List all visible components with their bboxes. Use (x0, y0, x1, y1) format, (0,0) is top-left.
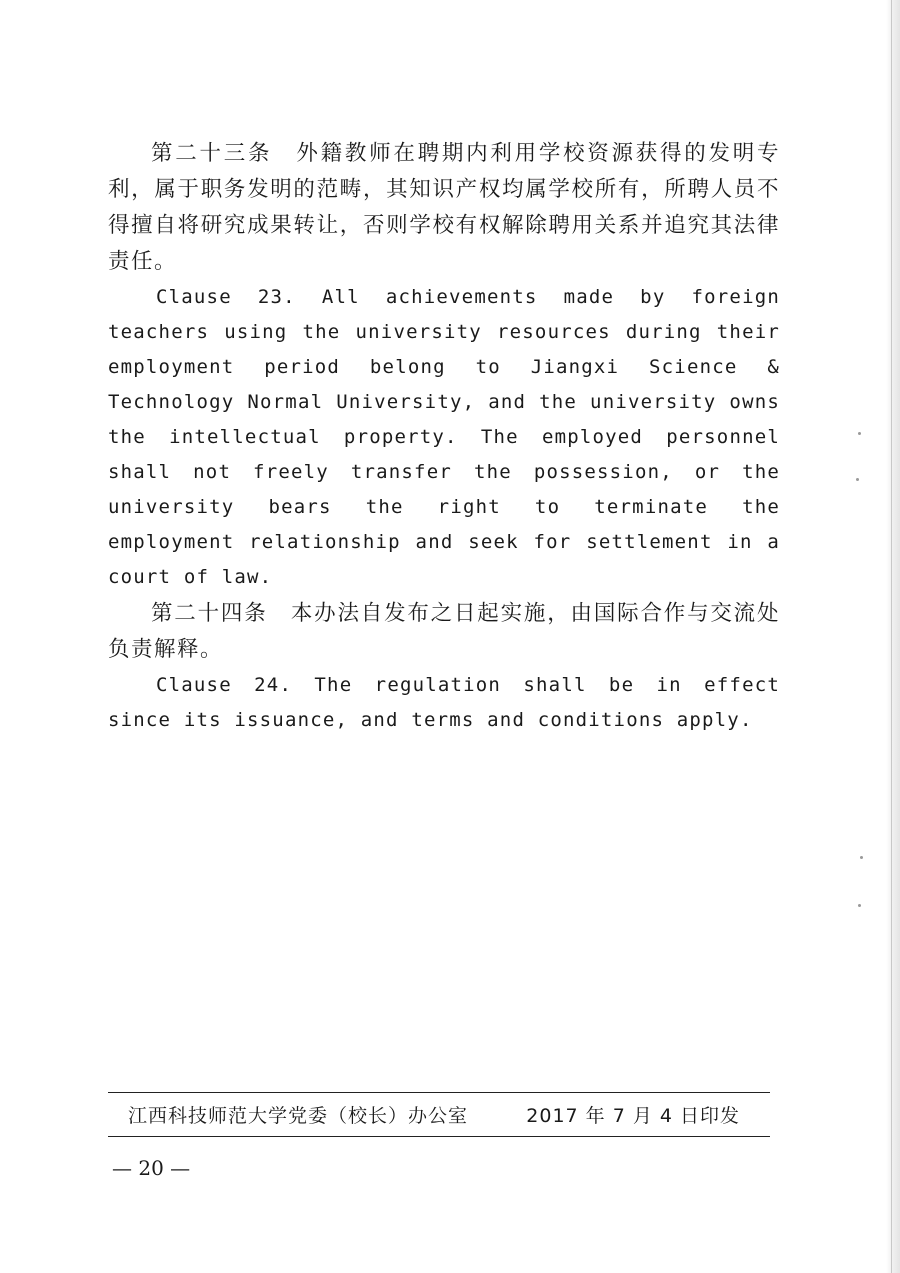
clause-23-english: Clause 23. All achievements made by foreign teachers using the university resources during their employment period belong to Jiangxi Science & Technology Normal University, and the university owns the intellectual property. The employed personnel shall not freely transfer the possession, or the university bears the right to terminate the employment relationship and seek for settlement in a court of law. (108, 286, 780, 588)
scan-speck (860, 856, 863, 859)
footer-top-rule (108, 1092, 770, 1093)
footer-bottom-rule (108, 1136, 770, 1137)
clause-24-chinese: 第二十四条 本办法自发布之日起实施，由国际合作与交流处负责解释。 (108, 601, 780, 662)
clause-23-chinese: 第二十三条 外籍教师在聘期内利用学校资源获得的发明专利，属于职务发明的范畴，其知识产权均属学校所有，所聘人员不得擅自将研究成果转让，否则学校有权解除聘用关系并追究其法律责任。 (108, 141, 780, 274)
scan-speck (858, 432, 861, 435)
page-number: — 20 — (112, 1156, 191, 1180)
document-body (108, 136, 780, 739)
clause-24-english: Clause 24. The regulation shall be in effect since its issuance, and terms and conditions apply. (108, 674, 780, 731)
scan-speck (856, 478, 859, 481)
issuing-office: 江西科技师范大学党委（校长）办公室 (128, 1105, 469, 1127)
issue-date: 2017 年 7 月 4 日印发 (526, 1105, 740, 1127)
scan-speck (858, 904, 861, 907)
page-edge-shadow (886, 0, 900, 1273)
